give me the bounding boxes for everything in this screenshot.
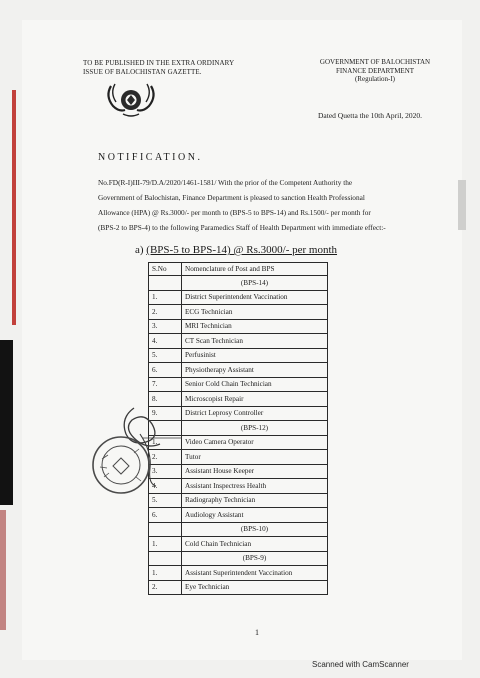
department-header xyxy=(300,58,450,84)
section-prefix: a) xyxy=(135,244,144,256)
table-row xyxy=(149,580,328,595)
table-cell-sno: 1. xyxy=(149,537,182,552)
department-government: GOVERNMENT OF BALOCHISTAN xyxy=(319,58,431,66)
table-cell-sno: 6. xyxy=(149,508,182,523)
binding-edge-faint xyxy=(0,510,6,630)
paragraph-line: (BPS-2 to BPS-4) to the following Paramedics Staff of Health Department with immediate effect:- xyxy=(98,223,386,232)
gazette-note xyxy=(83,59,234,76)
table-cell-sno: 4. xyxy=(149,334,182,349)
table-cell-post: Assistant House Keeper xyxy=(182,464,328,479)
gazette-note-line2: ISSUE OF BALOCHISTAN GAZETTE. xyxy=(83,67,202,76)
table-cell-post: CT Scan Technician xyxy=(182,334,328,349)
table-cell-post: Physiotherapy Assistant xyxy=(182,363,328,378)
paragraph-line: Allowance (HPA) @ Rs.3000/- per month to (BPS-5 to BPS-14) and Rs.1500/- per month for xyxy=(98,208,371,217)
binding-edge-black xyxy=(0,340,13,505)
table-cell-post: Assistant Superintendent Vaccination xyxy=(182,566,328,581)
table-group-label: (BPS-9) xyxy=(182,551,328,566)
department-section: (Regulation-I) xyxy=(354,75,396,83)
government-emblem-icon xyxy=(103,80,159,120)
table-cell-post: Eye Technician xyxy=(182,580,328,595)
table-cell-sno: 9. xyxy=(149,406,182,421)
department-name: FINANCE DEPARTMENT xyxy=(335,66,415,75)
column-header-post: Nomenclature of Post and BPS xyxy=(182,263,328,276)
table-row xyxy=(149,305,328,320)
binding-edge-red xyxy=(12,90,16,325)
table-row xyxy=(149,508,328,523)
table-cell-empty xyxy=(149,522,182,537)
table-cell-sno: 2. xyxy=(149,580,182,595)
column-header-sno: S.No xyxy=(149,263,182,276)
table-cell-sno: 1. xyxy=(149,435,182,450)
table-row xyxy=(149,348,328,363)
table-cell-sno: 2. xyxy=(149,450,182,465)
table-group-row xyxy=(149,276,328,291)
scan-shadow xyxy=(458,180,466,230)
table-cell-post: District Leprosy Controller xyxy=(182,406,328,421)
table-group-label: (BPS-10) xyxy=(182,522,328,537)
table-row xyxy=(149,493,328,508)
official-stamp xyxy=(90,433,152,497)
table-cell-sno: 3. xyxy=(149,464,182,479)
table-cell-empty xyxy=(149,276,182,291)
table-cell-post: Video Camera Operator xyxy=(182,435,328,450)
notification-title: NOTIFICATION. xyxy=(98,152,203,163)
table-cell-sno: 1. xyxy=(149,566,182,581)
table-cell-sno: 5. xyxy=(149,348,182,363)
table-cell-sno: 1. xyxy=(149,290,182,305)
table-row xyxy=(149,537,328,552)
document-date: Dated Quetta the 10th April, 2020. xyxy=(318,111,422,120)
table-cell-post: District Superintendent Vaccination xyxy=(182,290,328,305)
paragraph-line: No.FD(R-I)III-79/D.A/2020/1461-1581/ With the prior of the Competent Authority the xyxy=(98,178,353,187)
table-cell-post: MRI Technician xyxy=(182,319,328,334)
table-cell-post: Cold Chain Technician xyxy=(182,537,328,552)
gazette-note-line1: TO BE PUBLISHED IN THE EXTRA ORDINARY xyxy=(83,59,235,67)
table-cell-post: Perfusinist xyxy=(182,348,328,363)
table-cell-empty xyxy=(149,551,182,566)
table-cell-post: ECG Technician xyxy=(182,305,328,320)
table-cell-post: Audiology Assistant xyxy=(182,508,328,523)
table-row xyxy=(149,377,328,392)
table-row xyxy=(149,363,328,378)
section-heading xyxy=(135,244,337,256)
paragraph-line: Government of Balochistan, Finance Department is pleased to sanction Health Professional xyxy=(98,193,365,202)
table-cell-sno: 6. xyxy=(149,363,182,378)
table-row xyxy=(149,334,328,349)
table-group-row xyxy=(149,551,328,566)
table-cell-sno: 8. xyxy=(149,392,182,407)
table-group-label: (BPS-14) xyxy=(182,276,328,291)
section-title: (BPS-5 to BPS-14) @ Rs.3000/- per month xyxy=(146,244,338,256)
table-row xyxy=(149,319,328,334)
table-cell-sno: 5. xyxy=(149,493,182,508)
table-cell-post: Tutor xyxy=(182,450,328,465)
table-cell-post: Radiography Technician xyxy=(182,493,328,508)
table-cell-sno: 2. xyxy=(149,305,182,320)
page-number: 1 xyxy=(255,628,259,637)
table-cell-post: Microscopist Repair xyxy=(182,392,328,407)
table-cell-post: Senior Cold Chain Technician xyxy=(182,377,328,392)
notification-paragraph xyxy=(98,175,422,235)
table-cell-sno: 4. xyxy=(149,479,182,494)
table-cell-sno: 7. xyxy=(149,377,182,392)
table-group-row xyxy=(149,522,328,537)
table-group-label: (BPS-12) xyxy=(182,421,328,436)
table-cell-sno: 3. xyxy=(149,319,182,334)
table-header-row xyxy=(149,263,328,276)
table-row xyxy=(149,566,328,581)
table-cell-post: Assistant Inspectress Health xyxy=(182,479,328,494)
table-row xyxy=(149,290,328,305)
scanner-watermark: Scanned with CamScanner xyxy=(312,660,409,669)
